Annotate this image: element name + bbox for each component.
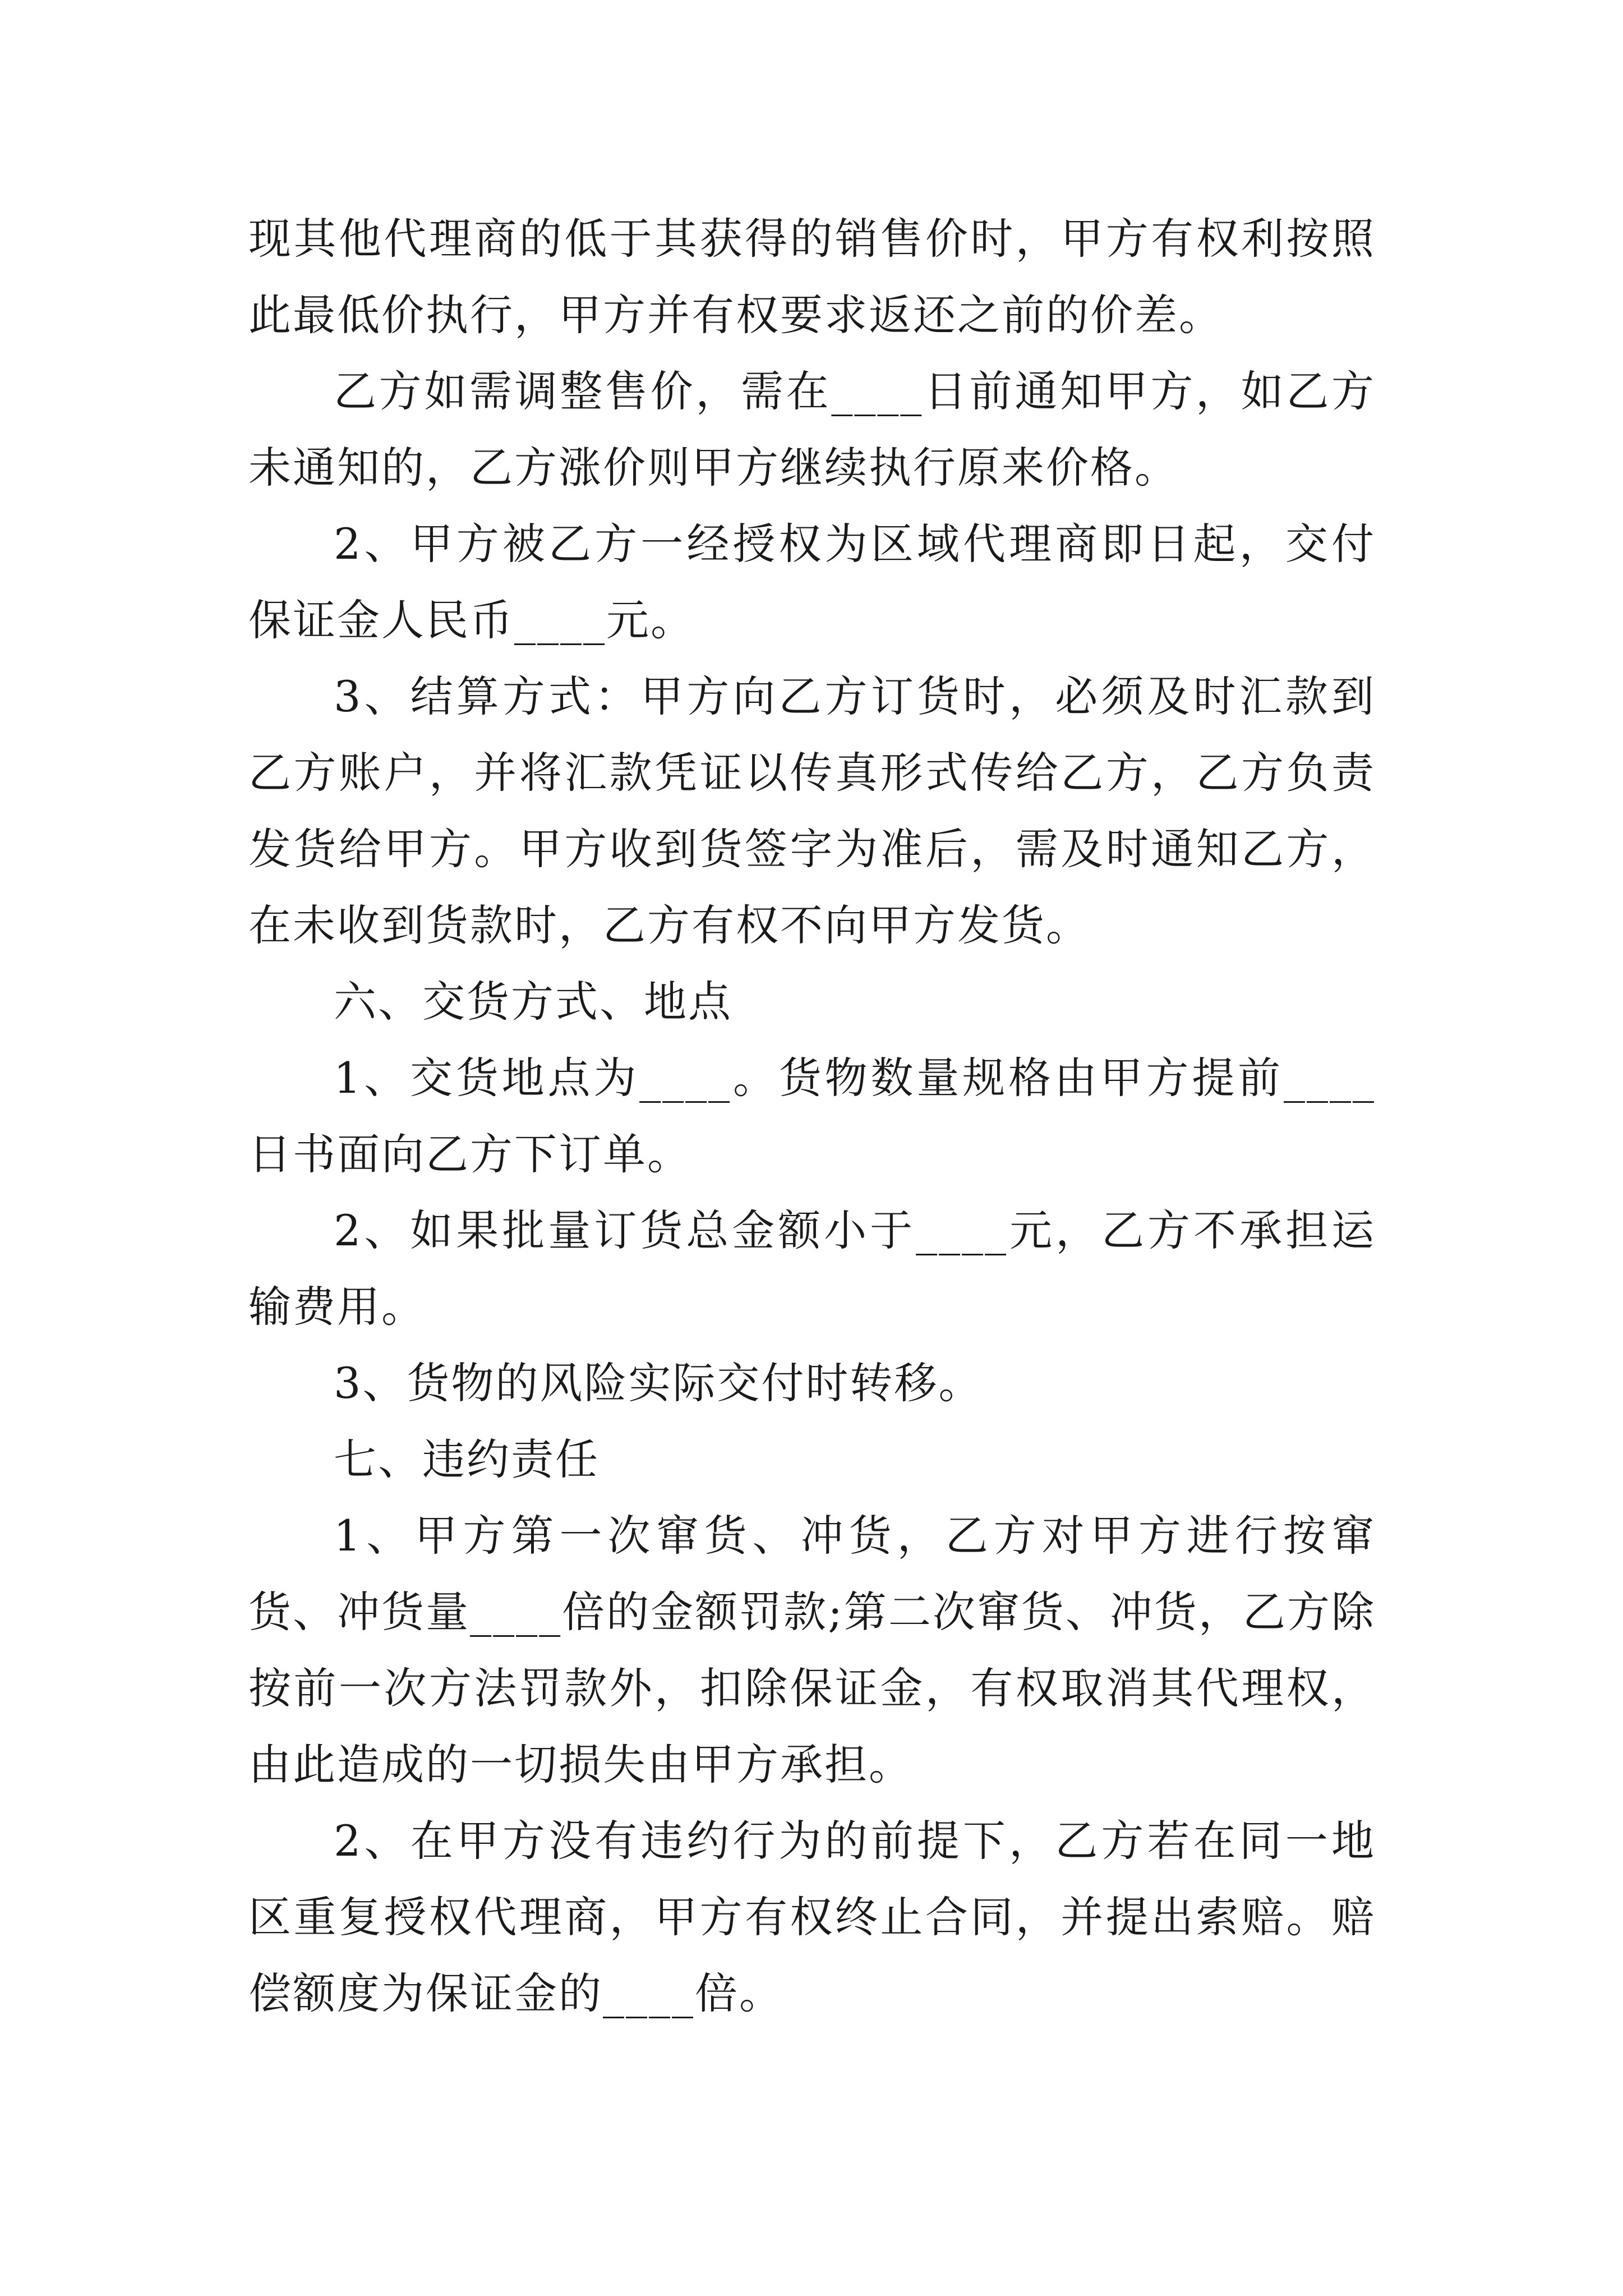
section-heading-liability: 七、违约责任 (334, 1434, 600, 1484)
paragraph-risk-transfer: 3、货物的风险实际交付时转移。 (334, 1358, 983, 1408)
paragraph-cross-selling-penalty: 1、甲方第一次窜货、冲货，乙方对甲方进行按窜货、冲货量____倍的金额罚款;第二次窜货、冲货，乙方除按前一次方法罚款外，扣除保证金，有权取消其代理权，由此造成的一切损失由甲方承担。 (248, 1511, 1376, 1789)
paragraph-settlement-method: 3、结算方式：甲方向乙方订货时，必须及时汇款到乙方账户，并将汇款凭证以传真形式传给乙方，乙方负责发货给甲方。甲方收到货签字为准后，需及时通知乙方，在未收到货款时，乙方有权不向甲方发货。 (248, 671, 1376, 950)
document-body (248, 201, 1376, 2032)
section-heading-delivery: 六、交货方式、地点 (334, 977, 732, 1027)
paragraph-deposit: 2、甲方被乙方一经授权为区域代理商即日起，交付保证金人民币____元。 (248, 519, 1376, 645)
paragraph-price-adjustment-notice: 乙方如需调整售价，需在____日前通知甲方，如乙方未通知的，乙方涨价则甲方继续执行原来价格。 (248, 366, 1376, 493)
paragraph-duplicate-authorization: 2、在甲方没有违约行为的前提下，乙方若在同一地区重复授权代理商，甲方有权终止合同，并提出索赔。赔偿额度为保证金的____倍。 (248, 1816, 1376, 2018)
paragraph-price-policy-continued: 现其他代理商的低于其获得的销售价时，甲方有权利按照此最低价执行，甲方并有权要求返还之前的价差。 (248, 214, 1376, 340)
paragraph-shipping-cost: 2、如果批量订货总金额小于____元，乙方不承担运输费用。 (248, 1205, 1376, 1332)
paragraph-delivery-location: 1、交货地点为____。货物数量规格由甲方提前____日书面向乙方下订单。 (248, 1053, 1376, 1179)
